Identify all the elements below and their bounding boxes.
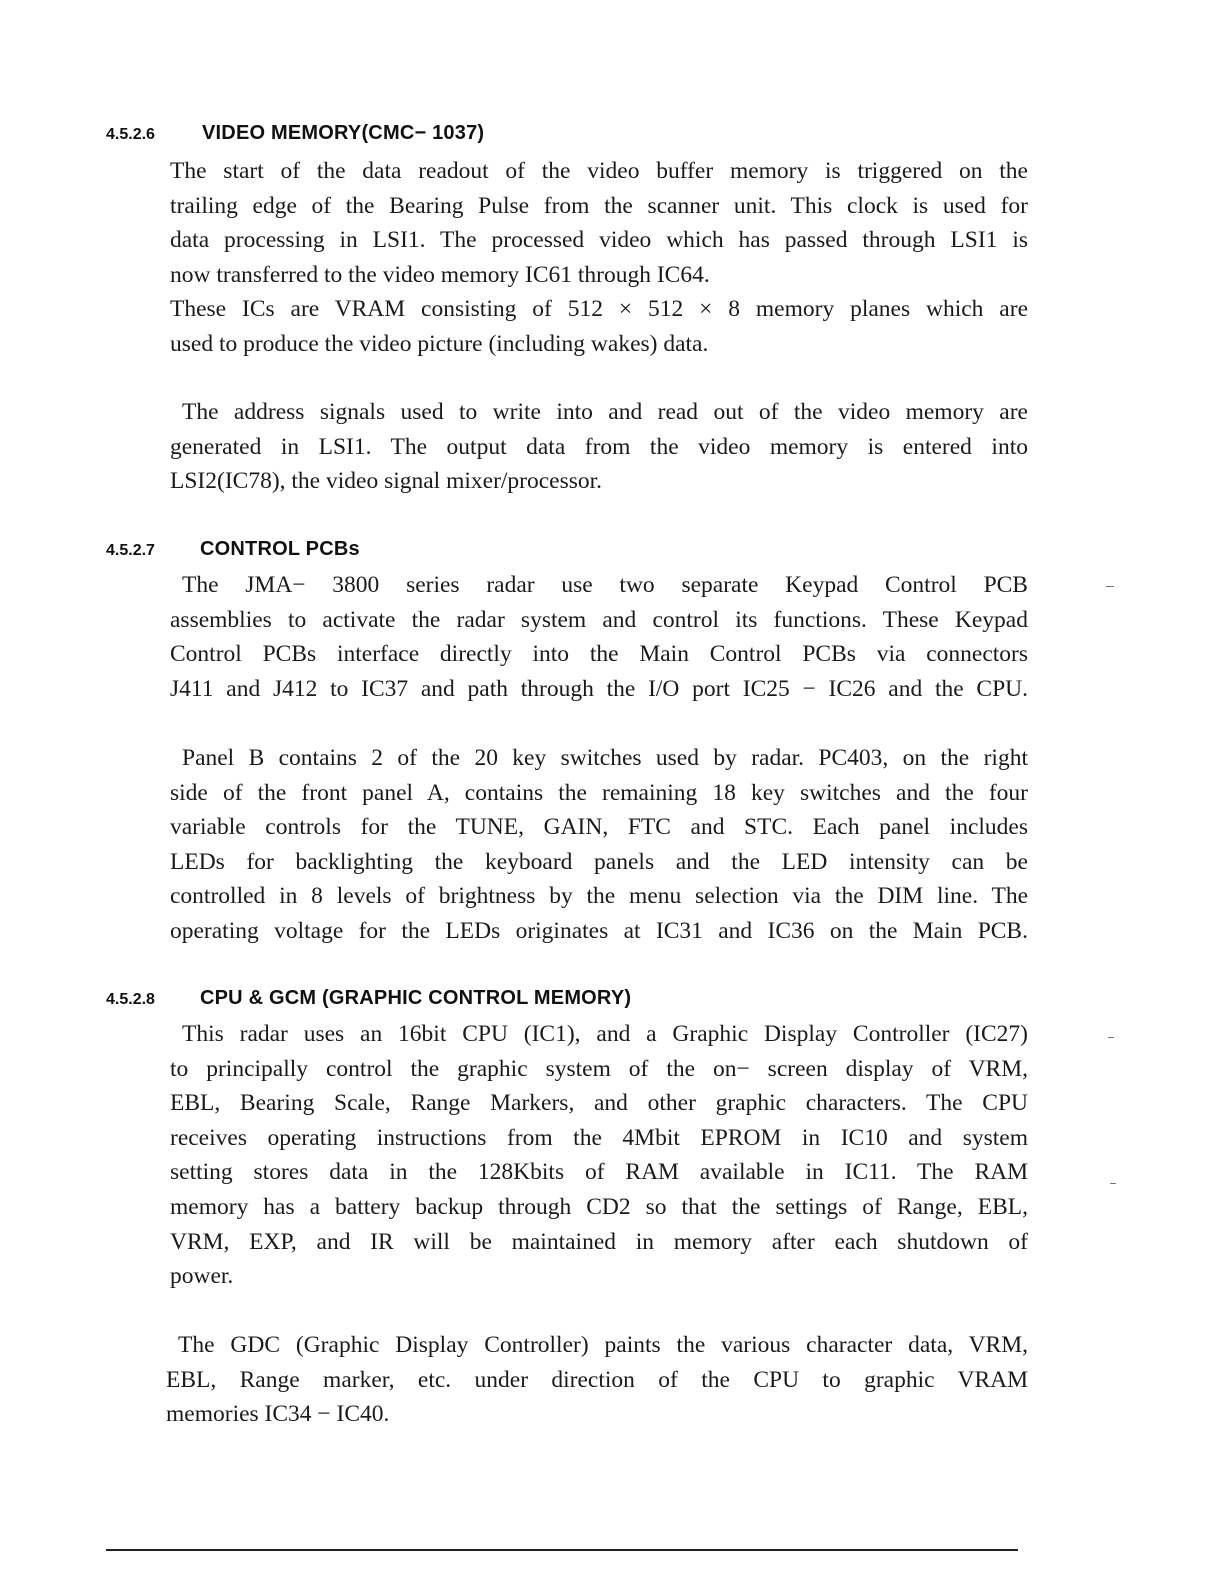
footer-rule xyxy=(106,1549,1018,1551)
text-line: data processing in LSI1. The processed video which has passed through LSI1 is xyxy=(170,227,1028,254)
text-line: setting stores data in the 128Kbits of RAM available in IC11. The RAM xyxy=(170,1159,1028,1186)
text-line: generated in LSI1. The output data from the video memory is entered into xyxy=(170,433,1028,460)
text-line: power. xyxy=(170,1263,234,1290)
section-number: 4.5.2.8 xyxy=(106,991,155,1008)
text-line: LEDs for backlighting the keyboard panels and the LED intensity can be xyxy=(170,848,1028,875)
text-line: The GDC (Graphic Display Controller) paints the various character data, VRM, xyxy=(178,1332,1028,1358)
section-number: 4.5.2.6 xyxy=(106,126,155,143)
text-line: variable controls for the TUNE, GAIN, FTC and STC. Each panel includes xyxy=(170,814,1028,841)
section-title: CPU & GCM (GRAPHIC CONTROL MEMORY) xyxy=(200,987,632,1009)
text-line: operating voltage for the LEDs originates at IC31 and IC36 on the Main PCB. xyxy=(170,917,1028,944)
text-line: The start of the data readout of the video buffer memory is triggered on the xyxy=(170,158,1028,184)
text-line: These ICs are VRAM consisting of 512 × 512 × 8 memory planes which are xyxy=(170,296,1028,323)
section-heading xyxy=(106,122,484,145)
scan-mark xyxy=(1106,586,1114,587)
text-line: Panel B contains 2 of the 20 key switches used by radar. PC403, on the right xyxy=(182,745,1028,771)
section-number: 4.5.2.7 xyxy=(106,542,155,559)
text-line: assemblies to activate the radar system and control its functions. These Keypad xyxy=(170,606,1028,633)
text-line: controlled in 8 levels of brightness by the menu selection via the DIM line. The xyxy=(170,883,1028,910)
section-title: CONTROL PCBs xyxy=(200,538,360,560)
text-line: now transferred to the video memory IC61 through IC64. xyxy=(170,261,710,288)
paragraph xyxy=(170,741,1028,949)
text-line: LSI2(IC78), the video signal mixer/processor. xyxy=(170,468,603,495)
text-line: EBL, Range marker, etc. under direction of the CPU to graphic VRAM xyxy=(166,1366,1028,1393)
paragraph xyxy=(170,154,1028,362)
text-line: trailing edge of the Bearing Pulse from the scanner unit. This clock is used for xyxy=(170,192,1028,219)
scan-mark xyxy=(1110,1183,1116,1184)
text-line: to principally control the graphic system of the on− screen display of VRM, xyxy=(170,1055,1028,1082)
paragraph xyxy=(166,1328,1028,1432)
text-line: Control PCBs interface directly into the Main Control PCBs via connectors xyxy=(170,641,1028,668)
paragraph xyxy=(170,395,1028,499)
text-line: receives operating instructions from the 4Mbit EPROM in IC10 and system xyxy=(170,1124,1028,1151)
text-line: EBL, Bearing Scale, Range Markers, and other graphic characters. The CPU xyxy=(170,1090,1028,1117)
text-line: used to produce the video picture (including wakes) data. xyxy=(170,330,709,357)
text-line: J411 and J412 to IC37 and path through the I/O port IC25 − IC26 and the CPU. xyxy=(170,675,1028,702)
section-title: VIDEO MEMORY(CMC− 1037) xyxy=(202,122,485,144)
text-line: The address signals used to write into and read out of the video memory are xyxy=(182,399,1028,425)
paragraph xyxy=(170,568,1028,706)
text-line: side of the front panel A, contains the remaining 18 key switches and the four xyxy=(170,779,1028,806)
section-heading xyxy=(106,538,360,561)
text-line: This radar uses an 16bit CPU (IC1), and a Graphic Display Controller (IC27) xyxy=(182,1021,1028,1047)
text-line: VRM, EXP, and IR will be maintained in memory after each shutdown of xyxy=(170,1228,1028,1255)
section-heading xyxy=(106,987,631,1010)
text-line: memories IC34 − IC40. xyxy=(166,1401,390,1428)
text-line: memory has a battery backup through CD2 so that the settings of Range, EBL, xyxy=(170,1193,1028,1220)
text-line: The JMA− 3800 series radar use two separate Keypad Control PCB xyxy=(182,572,1028,598)
paragraph xyxy=(170,1017,1028,1294)
scan-mark xyxy=(1108,1037,1114,1038)
